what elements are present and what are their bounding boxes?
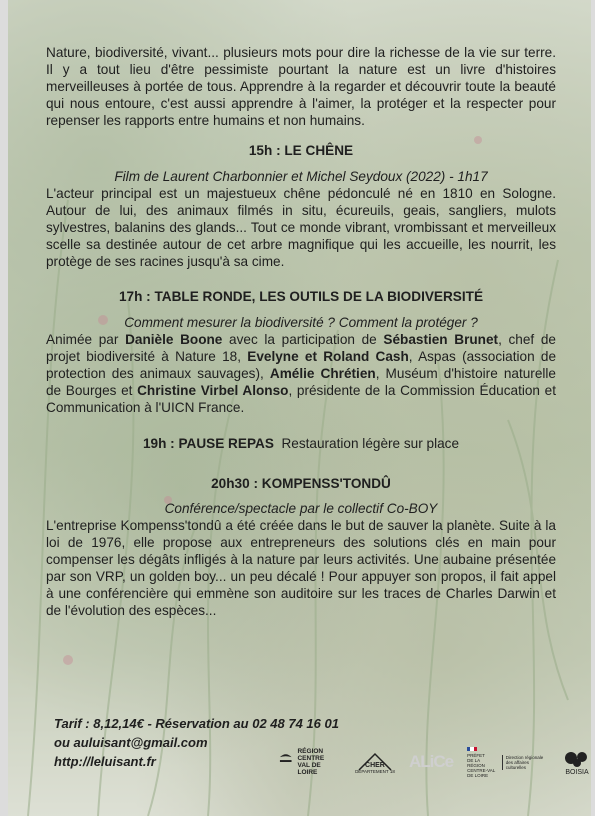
logo-boisia: [563, 749, 591, 776]
logo-text: DE LOIRE: [467, 772, 489, 778]
logo-alice: [409, 752, 453, 772]
logo-text: DE LA RÉGION: [467, 757, 485, 768]
speaker-name: Evelyne et Roland Cash: [247, 349, 409, 364]
logo-region-centre: [278, 748, 341, 776]
logo-text: CHER: [365, 762, 385, 769]
session-heading-chene: 15h : LE CHÊNE: [248, 143, 354, 158]
session-subtitle-kompenss: Conférence/spectacle par le collectif Co-BOY: [164, 501, 438, 516]
logo-cher-departement: [355, 750, 395, 774]
region-bird-icon: [278, 751, 293, 773]
logo-text: PRÉFET: [467, 752, 485, 758]
logo-text: Direction régionale: [505, 754, 544, 760]
logo-text: BOISIA: [565, 768, 589, 776]
session-subtitle-table-ronde: Comment mesurer la biodiversité ? Comment la protéger ?: [124, 315, 478, 330]
body-text: , Aspas (association de protection des animaux sauvages),: [46, 349, 557, 381]
flyer-page: [8, 0, 591, 816]
speaker-name: Danièle Boone: [125, 332, 223, 347]
session-heading-kompenss: 20h30 : KOMPENSS'TONDÛ: [211, 476, 391, 491]
price-reservation: Tarif : 8,12,14€ - Réservation au 02 48 74 16 01: [54, 716, 339, 731]
email-link[interactable]: ou auluisant@gmail.com: [54, 735, 208, 750]
body-text: , Muséum d'histoire naturelle de Bourges et: [46, 366, 556, 398]
speaker-name: Amélie Chrétien: [269, 366, 376, 381]
flyer-content: [46, 44, 556, 619]
logo-text: RÉGION: [297, 748, 324, 755]
intro-paragraph: Nature, biodiversité, vivant... plusieurs mots pour dire la richesse de la vie sur terre. Il y a tout lieu d'être pessimiste pourtant la nature est un livre d'histoires merveilleuses à portée de tous. Apprendre à la regarder et découvrir toute la beauté qui nous entoure, c'est aussi apprendre à l'aimer, la protéger et la respecter pour repenser les rapports entre humains et non humains.: [46, 45, 556, 128]
logo-text: CENTRE: [297, 755, 325, 762]
body-text: , chef de projet biodiversité à Nature 18,: [46, 332, 556, 364]
website-link[interactable]: http://leluisant.fr: [54, 754, 156, 769]
session-subtitle-chene: Film de Laurent Charbonnier et Michel Seydoux (2022) - 1h17: [114, 169, 488, 184]
session-body-kompenss: L'entreprise Kompenss'tondû a été créée dans le but de sauver la planète. Suite à la loi de 1976, elle propose aux entrepreneurs des solutions clés en main pour compenser les dégâts infligés à la nature par leurs activités. Une aubaine présentée par son VRP, un golden boy... un peu décalé ! Pour appuyer son propos, il fait appel à une conférencière qui emmène son auditoire sur les traces de Charles Darwin et de l'évolution des espèces...: [46, 518, 556, 618]
tricolor-icon: [467, 747, 477, 751]
body-text: avec la participation de: [222, 332, 384, 347]
body-text: Animée par: [46, 332, 126, 347]
session-text-pause: Restauration légère sur place: [281, 436, 460, 451]
partner-logos: [278, 742, 591, 782]
speaker-name: Christine Virbel Alonso: [137, 383, 289, 398]
logo-text: des affaires culturelles: [505, 759, 529, 770]
logo-text: VAL DE LOIRE: [297, 762, 321, 776]
session-heading-table-ronde: 17h : TABLE RONDE, LES OUTILS DE LA BIODIVERSITÉ: [118, 289, 484, 304]
speaker-name: Sébastien Brunet: [383, 332, 499, 347]
logo-text: DÉPARTEMENT 18: [355, 769, 395, 774]
boisia-flowers-icon: [563, 749, 591, 769]
logo-prefet-drac: [467, 747, 549, 778]
session-heading-pause: 19h : PAUSE REPAS: [142, 436, 274, 451]
logo-text: CENTRE-VAL: [467, 767, 496, 773]
session-body-table-ronde: [46, 331, 556, 416]
session-body-chene: L'acteur principal est un majestueux chêne pédonculé né en 1810 en Sologne. Autour de lui, des animaux filmés in situ, écureuils, geais, sangliers, mulots sylvestres, balanins des glands... Tout ce monde vibrant, vrombissant et merveilleux scelle sa destinée autour de cet arbre magnifique qui les accueille, les nourrit, les protège de ses racines jusqu'à sa cime.: [46, 186, 556, 269]
body-text: , présidente de la Commission Éducation et Communication à l'UICN France.: [46, 383, 557, 415]
session-pause-repas: [46, 435, 556, 452]
logo-text: ALiCe: [408, 752, 454, 771]
